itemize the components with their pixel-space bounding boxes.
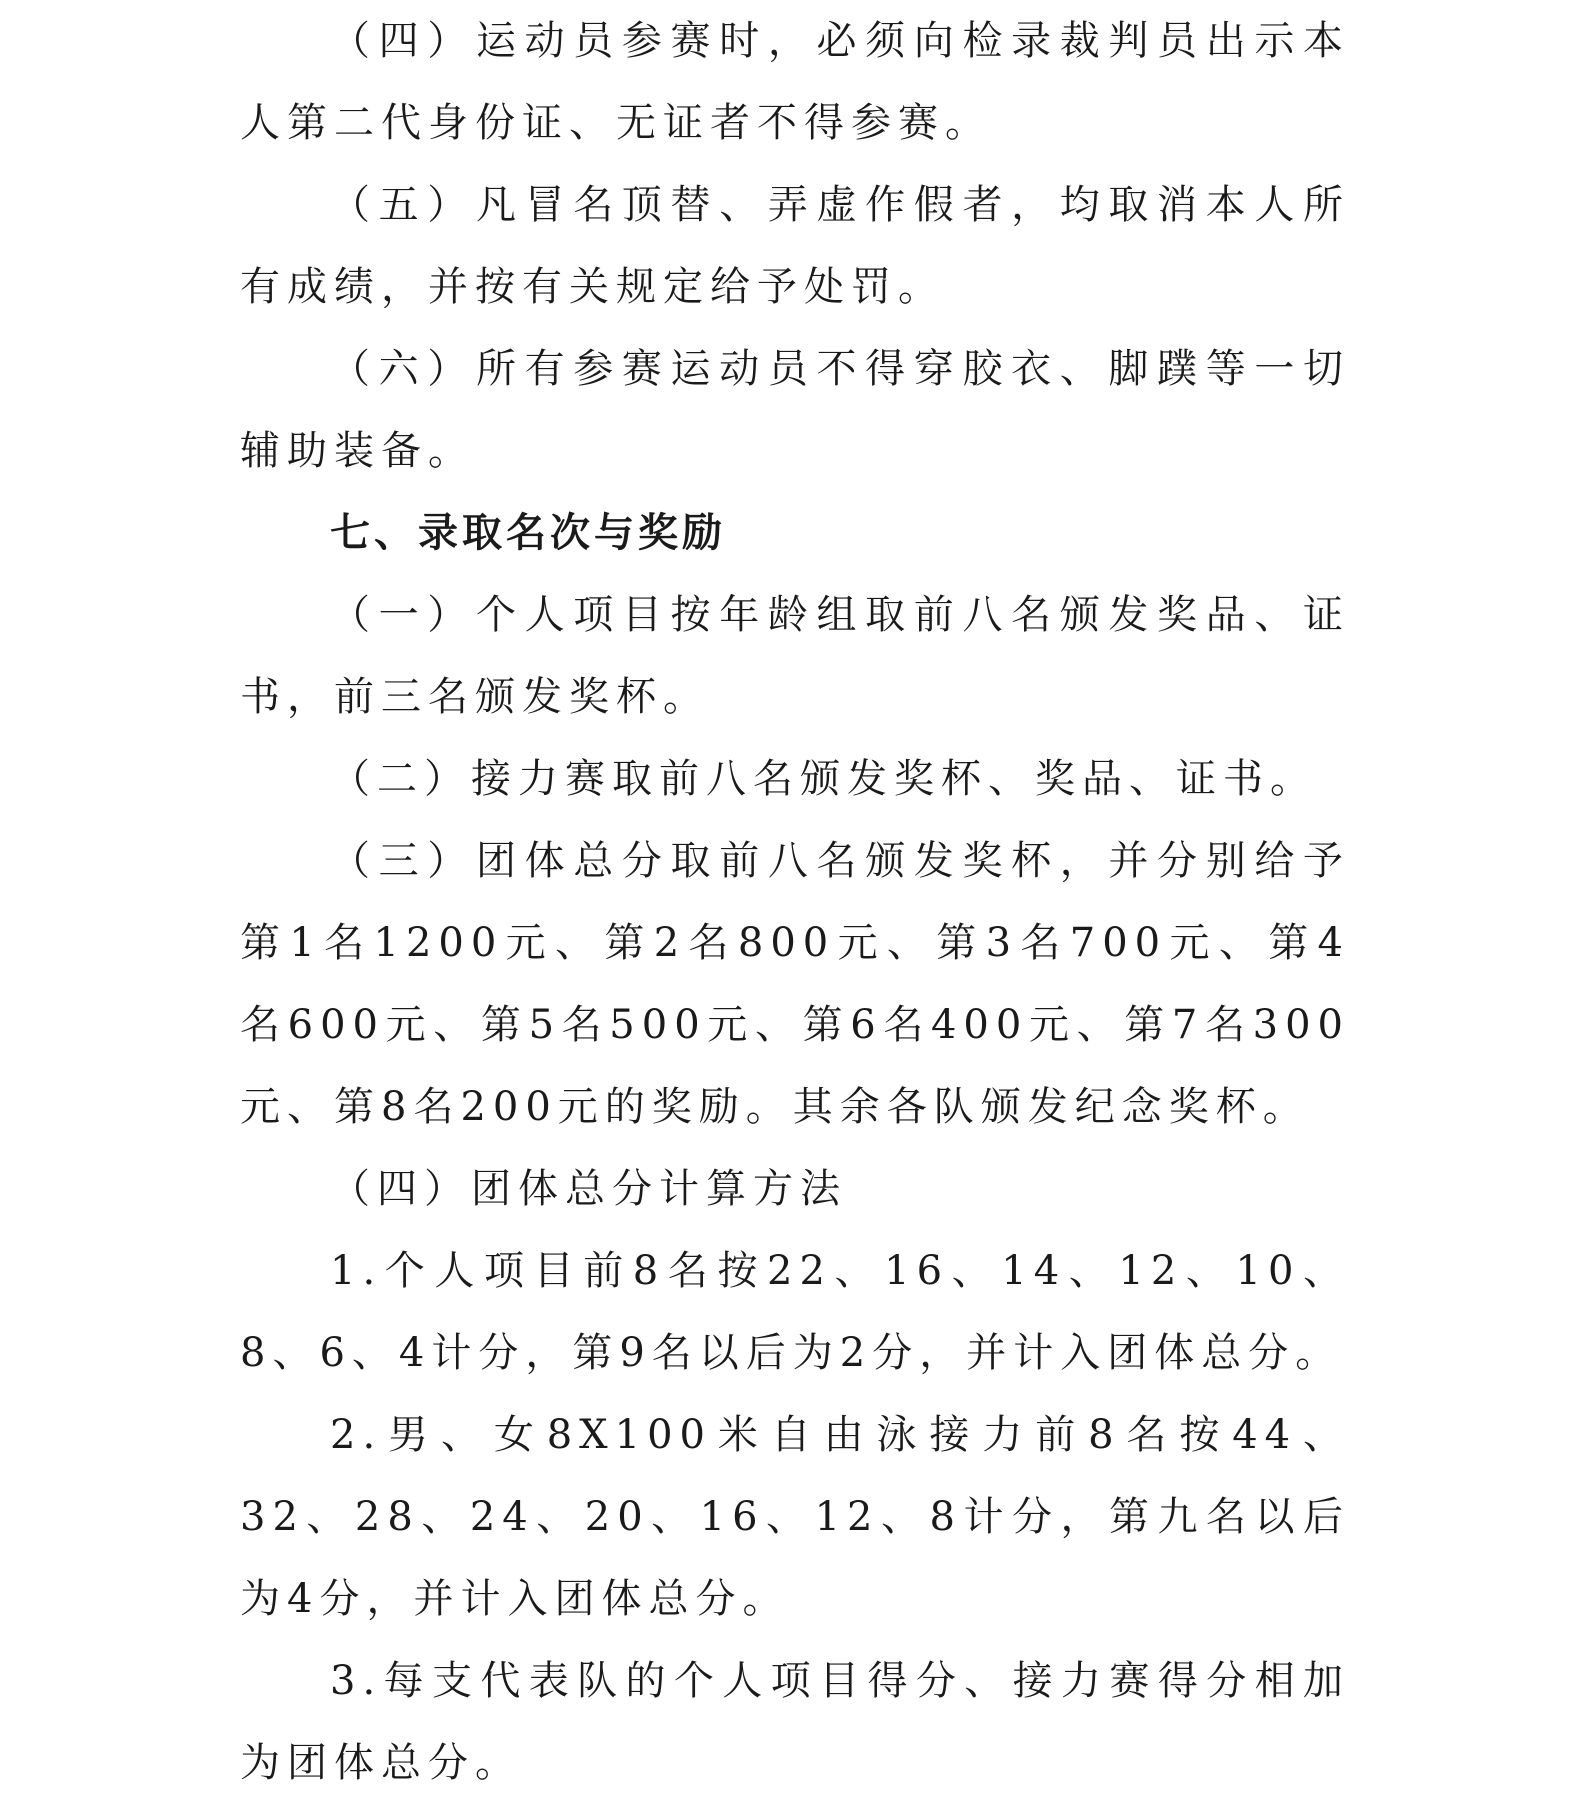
paragraph-individual-scoring: 1.个人项目前8名按22、16、14、12、10、8、6、4计分，第9名以后为2分，并计入团体总分。	[240, 1248, 1350, 1376]
paragraph-individual-awards: （一）个人项目按年龄组取前八名颁发奖品、证书，前三名颁发奖杯。	[240, 592, 1350, 720]
section-heading-awards: 七、录取名次与奖励	[330, 510, 726, 556]
paragraph-team-score-method: （四）团体总分计算方法	[330, 1166, 847, 1212]
paragraph-team-total: 3.每支代表队的个人项目得分、接力赛得分相加为团体总分。	[240, 1658, 1350, 1786]
paragraph-relay-awards: （二）接力赛取前八名颁发奖杯、奖品、证书。	[330, 756, 1317, 802]
paragraph-fraud-penalty: （五）凡冒名顶替、弄虚作假者，均取消本人所有成绩，并按有关规定给予处罚。	[240, 182, 1350, 310]
paragraph-team-awards: （三）团体总分取前八名颁发奖杯，并分别给予第1名1200元、第2名800元、第3名700元、第4名600元、第5名500元、第6名400元、第7名300元、第8名200元的奖励。其余各队颁发纪念奖杯。	[240, 838, 1350, 1130]
paragraph-id-requirement: （四）运动员参赛时，必须向检录裁判员出示本人第二代身份证、无证者不得参赛。	[240, 18, 1350, 146]
document-page	[240, 0, 1350, 1804]
paragraph-relay-scoring: 2.男、女8X100米自由泳接力前8名按44、32、28、24、20、16、12、8计分，第九名以后为4分，并计入团体总分。	[240, 1412, 1350, 1622]
paragraph-equipment-ban: （六）所有参赛运动员不得穿胶衣、脚蹼等一切辅助装备。	[240, 346, 1350, 474]
